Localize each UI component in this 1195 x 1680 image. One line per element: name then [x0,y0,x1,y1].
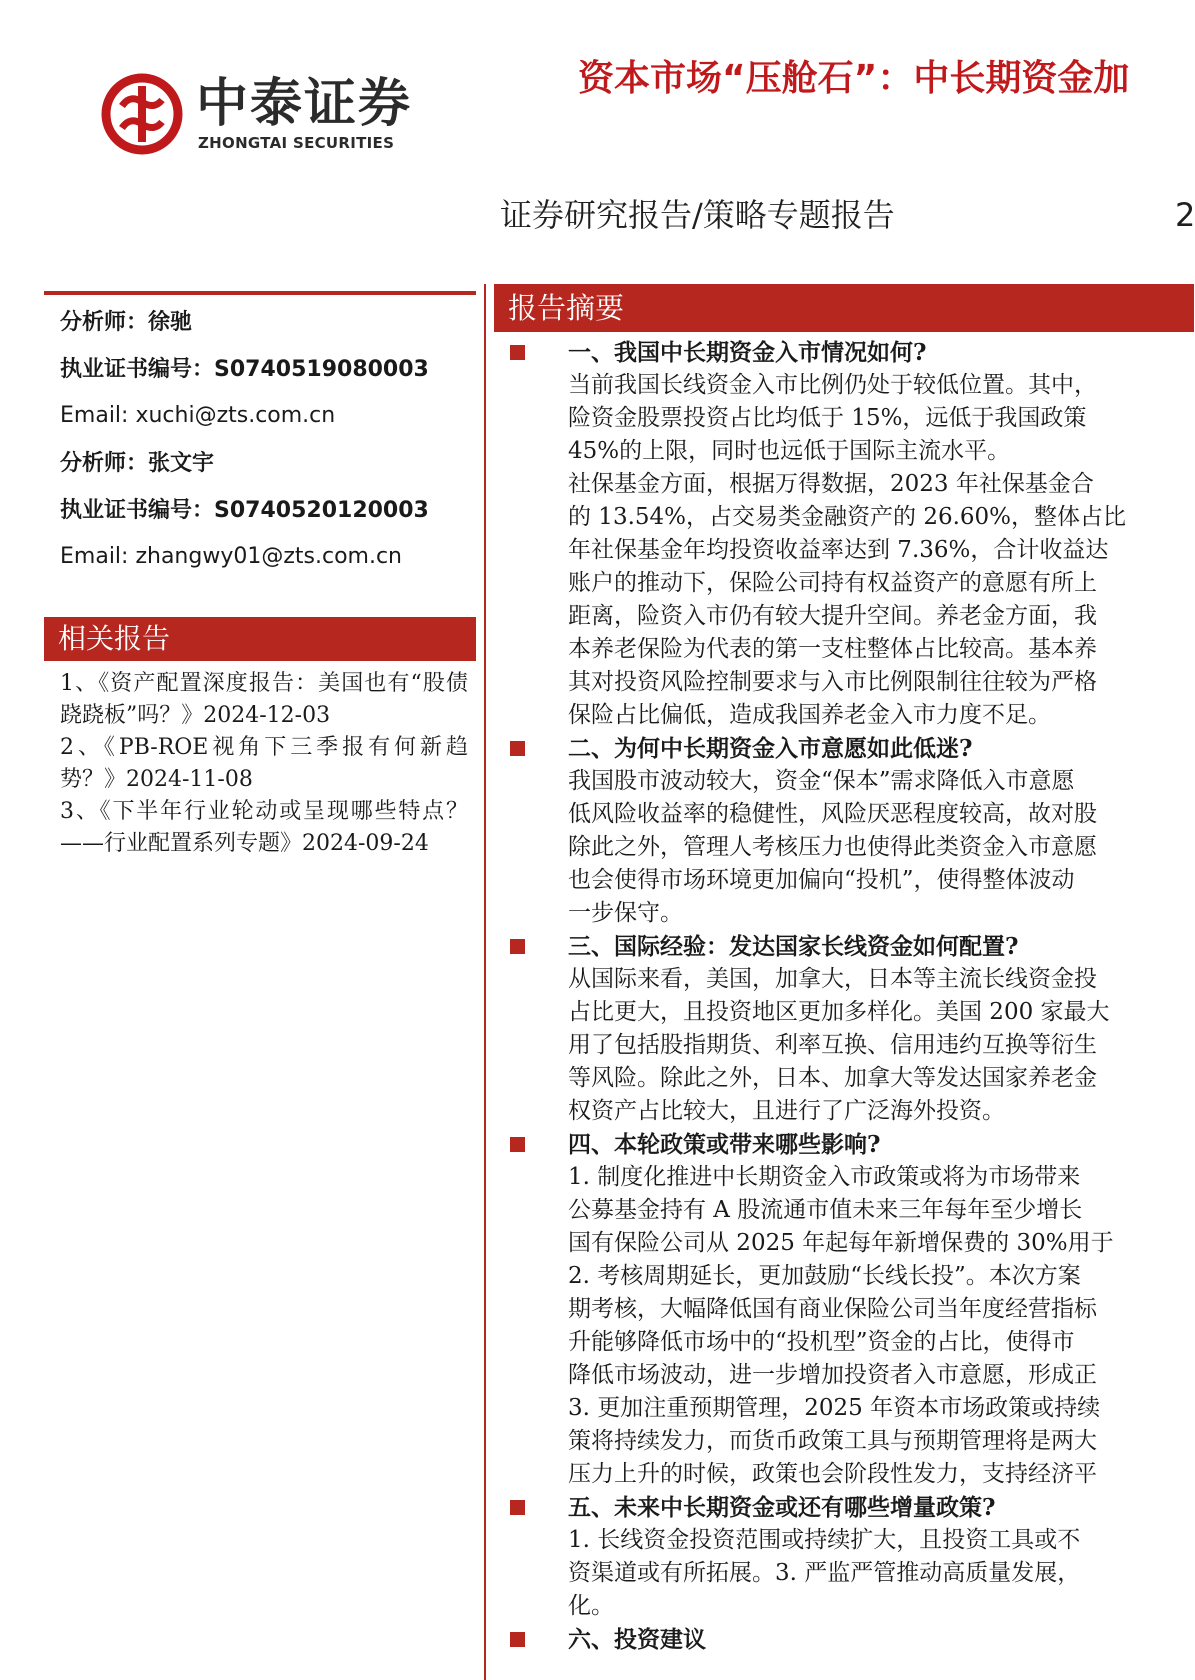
summary-section [506,1128,1188,1491]
section-text-line: 压力上升的时候，政策也会阶段性发力，支持经济平 [568,1461,1097,1487]
license-label: 执业证书编号： [60,356,215,382]
section-text-line: 其对投资风险控制要求与入市比例限制往往较为严格 [568,669,1097,695]
summary-header: 报告摘要 [494,284,1194,332]
summary-section [506,732,1188,930]
logo-english-name: ZHONGTAI SECURITIES [198,134,395,152]
section-text-line: 保险占比偏低，造成我国养老金入市力度不足。 [568,702,1051,728]
report-title: 资本市场“压舱石”：中长期资金加 [578,58,1130,99]
analyst-email[interactable]: xuchi@zts.com.cn [135,403,336,428]
summary-section [506,930,1188,1128]
related-report-item[interactable] [60,668,468,732]
section-text-line: 3. 更加注重预期管理，2025 年资本市场政策或持续 [568,1395,1101,1421]
section-text-line: 一步保守。 [568,900,683,926]
section-text-line: 除此之外，管理人考核压力也使得此类资金入市意愿 [568,834,1097,860]
section-text-line: 期考核，大幅降低国有商业保险公司当年度经营指标 [568,1296,1097,1322]
square-bullet-icon [510,741,525,756]
analyst-name: 徐驰 [148,309,193,335]
section-text-line: 策将持续发力，而货币政策工具与预期管理将是两大 [568,1428,1097,1454]
section-text-line: 的 13.54%，占交易类金融资产的 26.60%，整体占比 [568,504,1127,530]
section-heading: 二、为何中长期资金入市意愿如此低迷? [568,735,973,762]
square-bullet-icon [510,939,525,954]
section-text-line: 也会使得市场环境更加偏向“投机”，使得整体波动 [568,867,1075,893]
section-text-line: 资渠道或有所拓展。3. 严监严管推动高质量发展， [568,1560,1081,1586]
section-text-line: 升能够降低市场中的“投机型”资金的占比，使得市 [568,1329,1075,1355]
section-text-line: 45%的上限，同时也远低于国际主流水平。 [568,438,1011,464]
section-heading: 四、本轮政策或带来哪些影响? [568,1131,881,1158]
section-heading: 五、未来中长期资金或还有哪些增量政策? [568,1494,996,1521]
section-text-line: 距离，险资入市仍有较大提升空间。养老金方面，我 [568,603,1097,629]
section-text-line: 年社保基金年均投资收益率达到 7.36%，合计收益达 [568,537,1109,563]
related-reports-header: 相关报告 [44,617,476,661]
summary-section [506,1491,1188,1623]
company-logo [100,72,430,162]
section-text-line: 国有保险公司从 2025 年起每年新增保费的 30%用于 [568,1230,1114,1256]
license-label: 执业证书编号： [60,497,215,523]
column-divider [484,284,486,1680]
section-text-line: 我国股市波动较大，资金“保本”需求降低入市意愿 [568,768,1075,794]
section-text-line: 账户的推动下，保险公司持有权益资产的意愿有所上 [568,570,1097,596]
report-type: 证券研究报告/策略专题报告 [500,196,895,234]
section-text-line: 降低市场波动，进一步增加投资者入市意愿，形成正 [568,1362,1097,1388]
section-heading: 一、我国中长期资金入市情况如何? [568,339,927,366]
section-text-line: 化。 [568,1593,614,1619]
related-report-text[interactable]: 2、《PB-ROE视角下三季报有何新趋势？》2024-11-08 [60,735,468,792]
section-text-line: 从国际来看，美国，加拿大，日本等主流长线资金投 [568,966,1097,992]
email-line [60,539,480,586]
analyst-info [60,304,480,586]
related-reports-list [60,668,468,860]
section-text-line: 2. 考核周期延长，更加鼓励“长线长投”。本次方案 [568,1263,1081,1289]
summary-section [506,336,1188,732]
square-bullet-icon [510,1137,525,1152]
square-bullet-icon [510,345,525,360]
square-bullet-icon [510,1500,525,1515]
section-text-line: 当前我国长线资金入市比例仍处于较低位置。其中， [568,372,1097,398]
related-report-item[interactable] [60,732,468,796]
analyst-name: 张文宇 [148,450,215,476]
summary-section [506,1623,1188,1656]
section-heading: 六、投资建议 [568,1626,706,1653]
section-text-line: 险资金股票投资占比均低于 15%，远低于我国政策 [568,405,1087,431]
section-text-line: 1. 制度化推进中长期资金入市政策或将为市场带来 [568,1164,1081,1190]
analyst-label: 分析师： [60,450,149,476]
section-text-line: 用了包括股指期货、利率互换、信用违约互换等衍生 [568,1032,1097,1058]
license-number: S0740520120003 [214,498,429,523]
section-text-line: 权资产占比较大，且进行了广泛海外投资。 [568,1098,1005,1124]
section-text-line: 低风险收益率的稳健性，风险厌恶程度较高，故对股 [568,801,1097,827]
related-report-text[interactable]: 1、《资产配置深度报告：美国也有“股债跷跷板”吗？》2024-12-03 [60,671,468,728]
license-number: S0740519080003 [214,357,429,382]
zhongtai-logo-icon [100,72,184,156]
logo-chinese-name: 中泰证券 [196,74,413,134]
section-text-line: 占比更大，且投资地区更加多样化。美国 200 家最大 [568,999,1110,1025]
related-report-text[interactable]: 3、《下半年行业轮动或呈现哪些特点？——行业配置系列专题》2024-09-24 [60,799,468,856]
square-bullet-icon [510,1632,525,1647]
analyst-label: 分析师： [60,309,149,335]
license-line [60,351,480,398]
email-line [60,398,480,445]
email-label: Email: [60,544,136,569]
section-text-line: 等风险。除此之外，日本、加拿大等发达国家养老金 [568,1065,1097,1091]
report-date: 2 [1175,196,1195,234]
summary-content [506,336,1188,1680]
section-text-line: 本养老保险为代表的第一支柱整体占比较高。基本养 [568,636,1097,662]
license-line [60,492,480,539]
section-text-line: 公募基金持有 A 股流通市值未来三年每年至少增长 [568,1197,1083,1223]
email-label: Email: [60,403,136,428]
analyst-email[interactable]: zhangwy01@zts.com.cn [135,544,402,569]
analyst-name-line [60,304,480,351]
section-text-line: 1. 长线资金投资范围或持续扩大，且投资工具或不 [568,1527,1081,1553]
analyst-name-line [60,445,480,492]
left-top-rule [44,291,476,295]
section-heading: 三、国际经验：发达国家长线资金如何配置? [568,933,1019,960]
section-text-line: 社保基金方面，根据万得数据，2023 年社保基金合 [568,471,1094,497]
related-report-item[interactable] [60,796,468,860]
